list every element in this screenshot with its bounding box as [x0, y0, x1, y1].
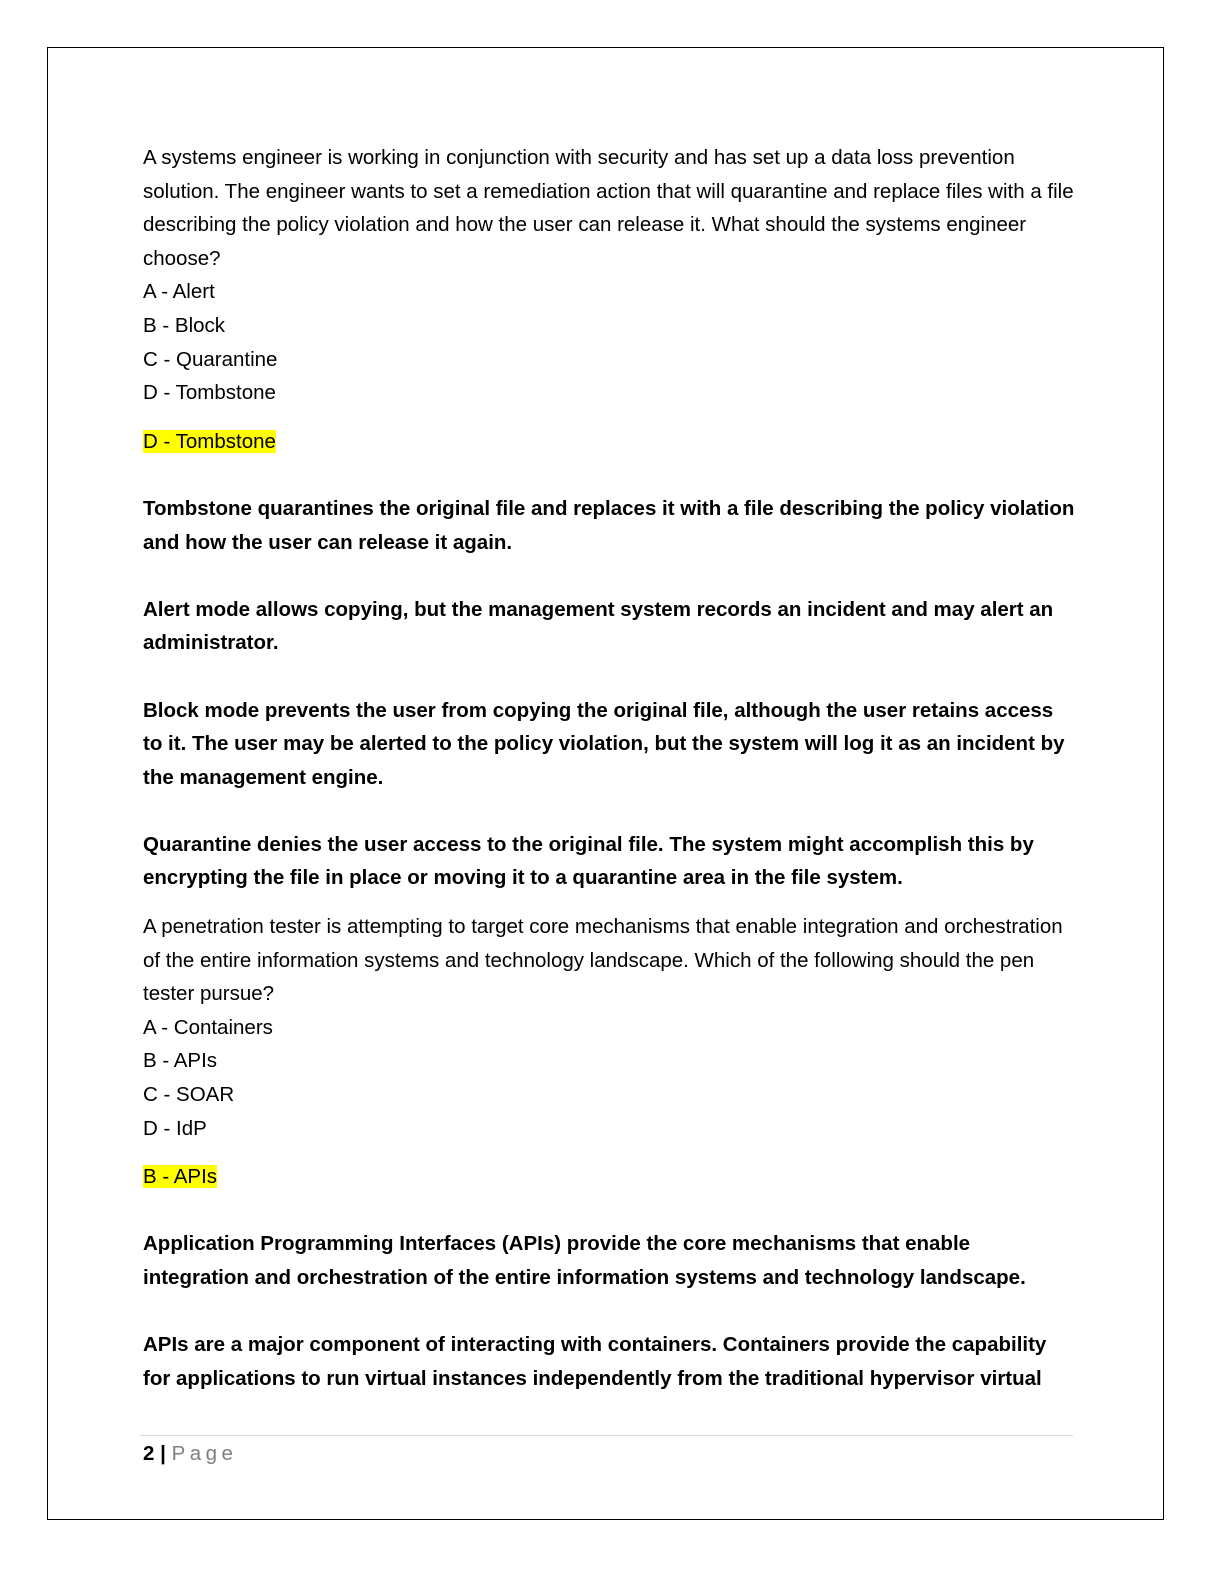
question-1-option-d: D - Tombstone	[143, 381, 276, 405]
question-2-option-a: A - Containers	[143, 1015, 273, 1039]
question-2-option-b: B - APIs	[143, 1049, 218, 1073]
question-2-option-d: D - IdP	[143, 1116, 207, 1140]
question-1-option-a: A - Alert	[143, 280, 215, 304]
question-1-explanation-3: Block mode prevents the user from copying the original file, although the user retains access to it. The user may be alerted to the policy violation, but the system will log it as an incident by the management engine.	[143, 698, 1065, 789]
question-1-text: A systems engineer is working in conjunction with security and has set up a data loss prevention solution. The engineer wants to set a remediation action that will quarantine and replace files with a file describing the policy violation and how the user can release it. What should the systems engineer choose?	[143, 146, 1074, 270]
question-1-explanation-4: Quarantine denies the user access to the original file. The system might accomplish this by encrypting the file in place or moving it to a quarantine area in the file system.	[143, 832, 1034, 890]
footer-divider	[140, 1435, 1073, 1436]
page-footer	[143, 1440, 237, 1468]
page-number: 2	[143, 1442, 155, 1465]
question-2-explanation-2: APIs are a major component of interacting with containers. Containers provide the capability for applications to run virtual instances independently from the traditional hypervisor virtual	[143, 1333, 1047, 1390]
question-2-option-c: C - SOAR	[143, 1083, 235, 1107]
question-1-explanation-2: Alert mode allows copying, but the management system records an incident and may alert an administrator.	[143, 597, 1054, 655]
page-label: Page	[171, 1442, 238, 1465]
document-body	[143, 141, 1078, 1395]
question-1-explanation-1: Tombstone quarantines the original file and replaces it with a file describing the policy violation and how the user can release it again.	[143, 496, 1075, 554]
question-1-option-b: B - Block	[143, 313, 226, 337]
question-2-explanation-1: Application Programming Interfaces (APIs) provide the core mechanisms that enable integration and orchestration of the entire information systems and technology landscape.	[143, 1232, 1026, 1289]
question-1-answer: D - Tombstone	[143, 429, 276, 453]
question-1-option-c: C - Quarantine	[143, 347, 278, 371]
question-2-answer: B - APIs	[143, 1165, 218, 1189]
question-2-text: A penetration tester is attempting to target core mechanisms that enable integration and orchestration of the entire information systems and technology landscape. Which of the following should the pen tester pursue?	[143, 915, 1063, 1006]
question-1-answer-line	[143, 425, 1078, 459]
footer-separator: |	[160, 1442, 166, 1465]
question-2-answer-line	[143, 1160, 1078, 1194]
